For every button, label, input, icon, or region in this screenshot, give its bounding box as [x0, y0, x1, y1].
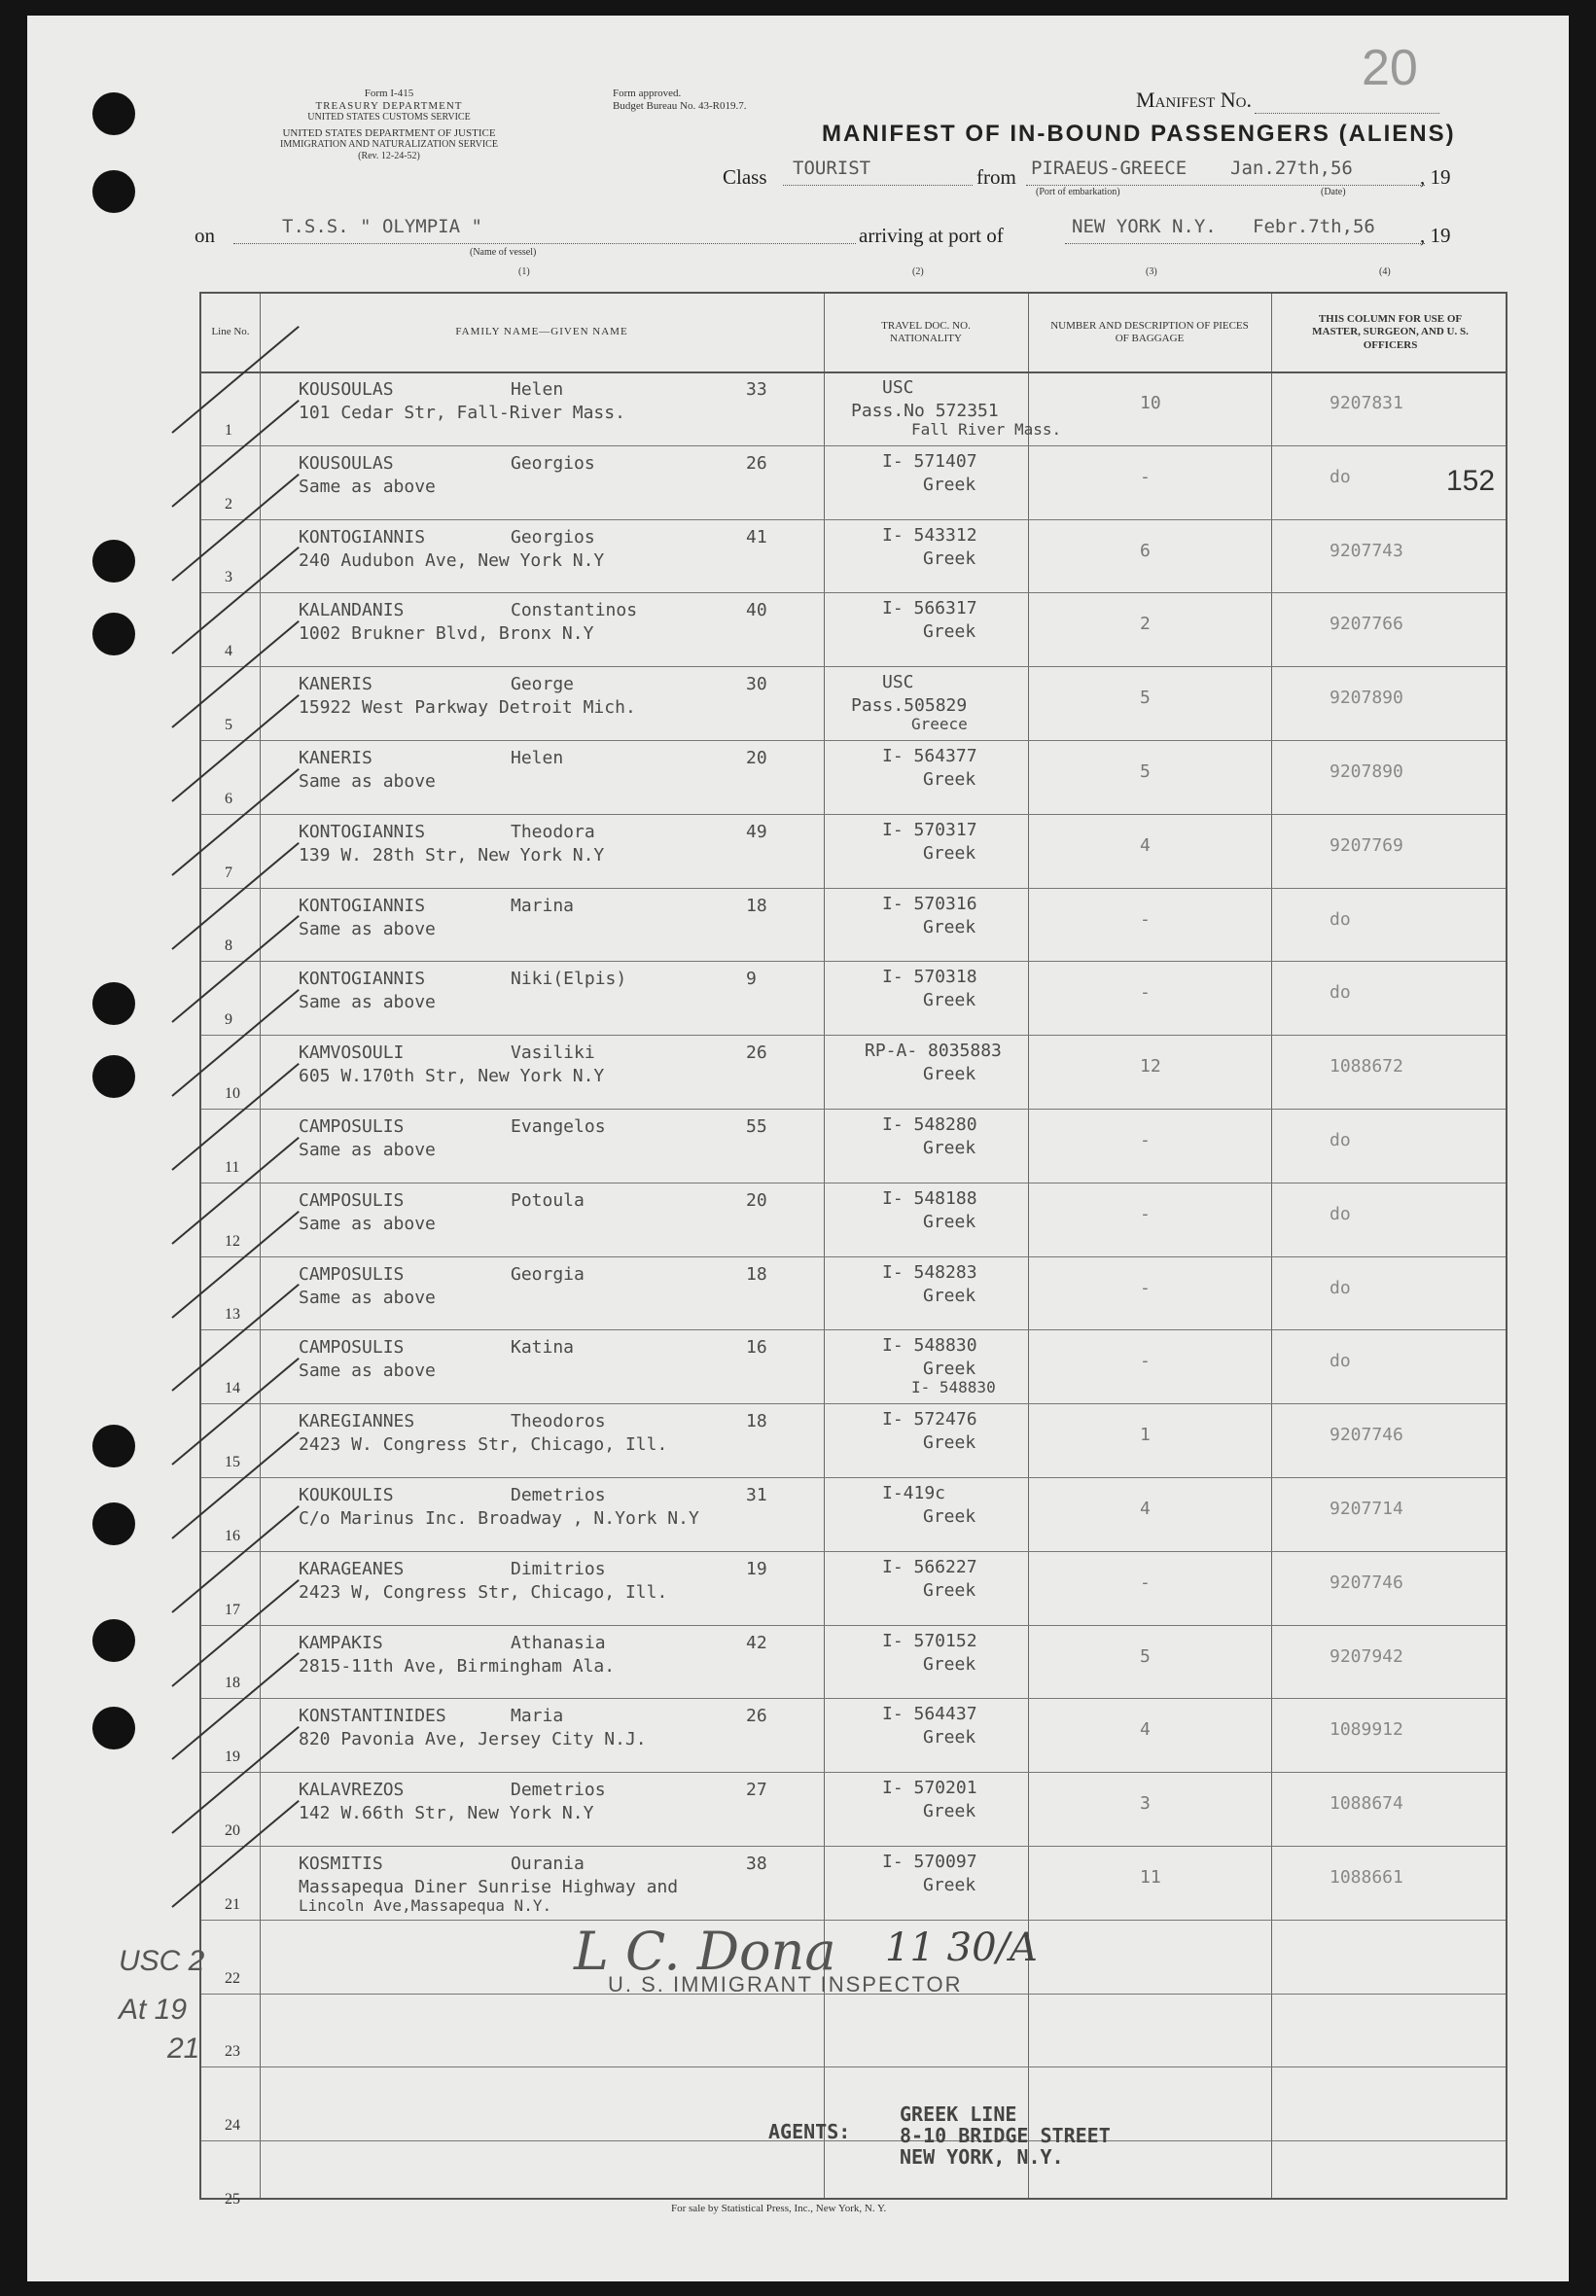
line-number: 4: [225, 643, 232, 660]
nationality: Greek: [923, 1875, 976, 1895]
binder-hole: [92, 540, 135, 583]
age: 55: [746, 1116, 767, 1137]
given-name: Katina: [511, 1337, 575, 1359]
header-officers: THIS COLUMN FOR USE OF MASTER, SURGEON, AND U. S. OFFICERS: [1312, 313, 1469, 351]
travel-doc: I- 570097: [882, 1852, 977, 1872]
officer-code: 9207714: [1330, 1499, 1403, 1519]
given-name: Evangelos: [511, 1116, 606, 1137]
inspection-time: 11 30/A: [885, 1925, 1038, 1970]
col-marker-3: (3): [1146, 266, 1157, 277]
given-name: Georgios: [511, 526, 595, 548]
header-travel-doc: TRAVEL DOC. NO. NATIONALITY: [881, 319, 971, 344]
line-number: 6: [225, 790, 232, 807]
family-name: KOSMITIS: [299, 1854, 383, 1874]
age: 27: [746, 1780, 767, 1801]
agents-line-2: 8-10 BRIDGE STREET: [900, 2124, 1111, 2147]
officer-code: 1088674: [1330, 1793, 1403, 1815]
customs-service: UNITED STATES CUSTOMS SERVICE: [307, 112, 471, 124]
binder-hole: [92, 92, 135, 135]
officer-code: 9207743: [1330, 540, 1403, 561]
officer-code: 1088661: [1330, 1867, 1403, 1888]
age: 18: [746, 1263, 767, 1285]
nationality: Greek: [923, 1579, 976, 1601]
row-divider: [201, 740, 1506, 741]
row-divider: [201, 1035, 1506, 1036]
travel-doc: RP-A- 8035883: [865, 1041, 1002, 1062]
nationality: Greek: [923, 842, 976, 864]
travel-doc: I- 572476: [882, 1409, 977, 1431]
address: 15922 West Parkway Detroit Mich.: [299, 697, 636, 719]
officer-code: 9207890: [1330, 688, 1403, 709]
baggage-count: -: [1140, 908, 1151, 930]
col-marker-2: (2): [912, 266, 924, 277]
arrival-date: Febr.7th,56: [1253, 216, 1375, 237]
nationality: Greek: [923, 1727, 976, 1748]
row-divider: [201, 1625, 1506, 1626]
approval-block: [613, 88, 746, 112]
baggage-count: 1: [1140, 1425, 1151, 1446]
given-name: Ourania: [511, 1854, 585, 1874]
baggage-count: -: [1140, 1203, 1151, 1224]
age: 9: [746, 969, 757, 990]
manifest-number: 20: [1362, 40, 1418, 96]
travel-doc: I-419c: [882, 1483, 946, 1503]
department: TREASURY DEPARTMENT: [315, 99, 463, 112]
family-name: KONTOGIANNIS: [299, 969, 426, 990]
agents-line-1: GREEK LINE: [900, 2102, 1017, 2126]
on-label: on: [195, 224, 215, 247]
family-name: KANERIS: [299, 748, 372, 768]
line-number: 13: [225, 1306, 240, 1324]
age: 16: [746, 1337, 767, 1359]
given-name: Theodora: [511, 821, 595, 842]
address: Same as above: [299, 476, 436, 497]
baggage-count: 3: [1140, 1793, 1151, 1815]
given-name: Demetrios: [511, 1485, 606, 1505]
given-name: Niki(Elpis): [511, 969, 627, 990]
row-divider: [201, 1256, 1506, 1257]
from-port: PIRAEUS-GREECE: [1031, 158, 1188, 179]
officer-code: 9207942: [1330, 1645, 1403, 1667]
line-number: 2: [225, 495, 232, 512]
arrival-port: NEW YORK N.Y.: [1072, 216, 1217, 237]
manifest-number-line: [1255, 113, 1439, 114]
given-name: Marina: [511, 895, 575, 916]
officer-code: do: [1330, 982, 1351, 1004]
family-name: KALANDANIS: [299, 600, 405, 621]
line-number: 8: [225, 937, 232, 955]
budget-bureau: Budget Bureau No. 43-R019.7.: [613, 99, 747, 112]
form-number: Form I-415: [364, 88, 414, 99]
family-name: KOUKOULIS: [299, 1485, 394, 1505]
travel-doc: I- 571407: [882, 450, 977, 472]
nationality: Greek: [923, 916, 976, 937]
line-number: 3: [225, 569, 232, 586]
baggage-count: 5: [1140, 761, 1151, 782]
nationality: Pass.505829: [851, 695, 968, 717]
line-number: 7: [225, 864, 232, 881]
travel-doc: I- 548283: [882, 1261, 977, 1283]
age: 33: [746, 379, 767, 400]
nationality: Pass.No 572351: [851, 401, 999, 421]
officer-code: 1089912: [1330, 1719, 1403, 1741]
address: 2815-11th Ave, Birmingham Ala.: [299, 1655, 616, 1677]
family-name: CAMPOSULIS: [299, 1116, 405, 1137]
vessel-line: [233, 243, 856, 244]
class-value: TOURIST: [793, 158, 871, 179]
nationality: Greek: [923, 548, 976, 569]
from-line: [1026, 185, 1425, 186]
officer-code: do: [1330, 466, 1351, 487]
vessel-caption: (Name of vessel): [470, 247, 537, 258]
travel-doc: I- 570318: [882, 967, 977, 988]
family-name: KOUSOULAS: [299, 379, 394, 400]
baggage-count: 5: [1140, 1645, 1151, 1667]
line-number: 11: [225, 1158, 240, 1176]
baggage-count: -: [1140, 1572, 1151, 1593]
family-name: KOUSOULAS: [299, 452, 394, 474]
given-name: George: [511, 674, 575, 695]
baggage-count: 2: [1140, 614, 1151, 635]
address: 605 W.170th Str, New York N.Y: [299, 1066, 605, 1087]
from-label: from: [976, 165, 1016, 189]
line-number: 10: [225, 1085, 240, 1102]
header-name: FAMILY NAME—GIVEN NAME: [455, 326, 628, 338]
travel-doc: I- 566317: [882, 598, 977, 619]
family-name: CAMPOSULIS: [299, 1337, 405, 1359]
line-number: 22: [225, 1969, 240, 1987]
year-1: , 19: [1420, 165, 1451, 189]
nationality: Greek: [923, 1506, 976, 1527]
binder-hole: [92, 1055, 135, 1098]
baggage-count: -: [1140, 1277, 1151, 1298]
baggage-count: 12: [1140, 1056, 1161, 1077]
officer-code: do: [1330, 1351, 1351, 1372]
line-number: 23: [225, 2043, 240, 2061]
row-divider: [201, 1551, 1506, 1552]
travel-doc: I- 564437: [882, 1704, 977, 1725]
family-name: CAMPOSULIS: [299, 1189, 405, 1211]
class-label: Class: [723, 165, 767, 189]
address: Same as above: [299, 771, 436, 792]
given-name: Helen: [511, 748, 564, 768]
manifest-label: Manifest No.: [1136, 88, 1252, 112]
address: 240 Audubon Ave, New York N.Y: [299, 549, 605, 571]
family-name: KALAVREZOS: [299, 1780, 405, 1801]
baggage-count: -: [1140, 1130, 1151, 1150]
family-name: KAREGIANNES: [299, 1411, 415, 1432]
address-line-2: Lincoln Ave,Massapequa N.Y.: [299, 1896, 552, 1915]
arriving-label: arriving at port of: [859, 224, 1004, 247]
header-agency-block: [195, 88, 584, 161]
binder-hole: [92, 1619, 135, 1662]
address: 820 Pavonia Ave, Jersey City N.J.: [299, 1729, 647, 1750]
baggage-count: -: [1140, 466, 1151, 487]
row-divider: [201, 1109, 1506, 1110]
baggage-count: 6: [1140, 540, 1151, 561]
line-number: 5: [225, 717, 232, 733]
address: 2423 W. Congress Str, Chicago, Ill.: [299, 1434, 668, 1456]
age: 18: [746, 1411, 767, 1432]
travel-doc: I- 543312: [882, 524, 977, 546]
date-caption: (Date): [1321, 187, 1346, 197]
margin-note-1: USC 2: [119, 1945, 205, 1977]
line-number: 9: [225, 1011, 232, 1029]
arrival-line: [1065, 243, 1425, 244]
margin-note-2: At 19: [119, 1994, 188, 2026]
vessel-name: T.S.S. " OLYMPIA ": [282, 216, 482, 237]
officer-code: do: [1330, 1277, 1351, 1298]
immigration-service: IMMIGRATION AND NATURALIZATION SERVICE: [280, 139, 498, 151]
line-number: 14: [225, 1380, 240, 1397]
address: Same as above: [299, 918, 436, 939]
age: 18: [746, 895, 767, 916]
age: 38: [746, 1854, 767, 1874]
binder-hole: [92, 1425, 135, 1467]
justice-department: UNITED STATES DEPARTMENT OF JUSTICE: [282, 126, 496, 139]
baggage-count: -: [1140, 982, 1151, 1004]
given-name: Georgios: [511, 452, 595, 474]
row-divider: [201, 961, 1506, 962]
binder-hole: [92, 170, 135, 213]
travel-doc: I- 548188: [882, 1187, 977, 1209]
given-name: Maria: [511, 1706, 564, 1727]
travel-doc: I- 570317: [882, 819, 977, 840]
officer-code: 9207746: [1330, 1425, 1403, 1446]
given-name: Vasiliki: [511, 1042, 595, 1064]
travel-doc: I- 564377: [882, 746, 977, 766]
row-divider: [201, 592, 1506, 593]
baggage-count: 5: [1140, 688, 1151, 709]
travel-doc: USC: [882, 377, 914, 398]
travel-doc-note: Greece: [911, 715, 968, 734]
form-approved: Form approved.: [613, 88, 682, 99]
given-name: Georgia: [511, 1263, 585, 1285]
nationality: Greek: [923, 474, 976, 495]
nationality: Greek: [923, 1211, 976, 1232]
nationality: Greek: [923, 769, 976, 790]
address: 139 W. 28th Str, New York N.Y: [299, 844, 605, 865]
manifest-title: MANIFEST OF IN-BOUND PASSENGERS (ALIENS): [822, 121, 1456, 147]
nationality: Greek: [923, 1801, 976, 1822]
line-number: 19: [225, 1748, 240, 1766]
row-divider: [201, 666, 1506, 667]
officer-code: do: [1330, 1203, 1351, 1224]
given-name: Demetrios: [511, 1780, 606, 1801]
given-name: Dimitrios: [511, 1558, 606, 1579]
line-number: 15: [225, 1454, 240, 1470]
family-name: KAMPAKIS: [299, 1632, 383, 1653]
travel-doc: I- 566227: [882, 1556, 977, 1577]
age: 49: [746, 821, 767, 842]
address: Same as above: [299, 1213, 436, 1234]
address: C/o Marinus Inc. Broadway , N.York N.Y: [299, 1508, 699, 1529]
officer-code: 9207746: [1330, 1572, 1403, 1593]
nationality: Greek: [923, 621, 976, 643]
baggage-count: 4: [1140, 1499, 1151, 1519]
address: 2423 W, Congress Str, Chicago, Ill.: [299, 1581, 668, 1603]
address: Same as above: [299, 1287, 436, 1308]
binder-hole: [92, 613, 135, 655]
binder-hole: [92, 982, 135, 1025]
address: 1002 Brukner Blvd, Bronx N.Y: [299, 623, 594, 645]
line-number: 17: [225, 1601, 240, 1618]
given-name: Theodoros: [511, 1411, 606, 1432]
nationality: Greek: [923, 1653, 976, 1675]
port-embarkation-caption: (Port of embarkation): [1036, 187, 1120, 197]
binder-hole: [92, 1707, 135, 1749]
baggage-count: -: [1140, 1351, 1151, 1372]
address: Same as above: [299, 1140, 436, 1160]
address: Massapequa Diner Sunrise Highway and: [299, 1877, 679, 1897]
row-divider: [201, 1477, 1506, 1478]
binder-hole: [92, 1502, 135, 1545]
inspector-title: U. S. IMMIGRANT INSPECTOR: [608, 1972, 963, 1996]
agents-line-3: NEW YORK, N.Y.: [900, 2145, 1064, 2169]
row-divider: [201, 2140, 1506, 2141]
line-number: 21: [225, 1895, 240, 1913]
family-name: KONTOGIANNIS: [299, 821, 426, 842]
nationality: Greek: [923, 1064, 976, 1085]
nationality: Greek: [923, 990, 976, 1011]
family-name: KAMVOSOULI: [299, 1042, 405, 1064]
header-baggage: NUMBER AND DESCRIPTION OF PIECES OF BAGGAGE: [1050, 319, 1249, 344]
family-name: KONTOGIANNIS: [299, 526, 426, 548]
family-name: KARAGEANES: [299, 1558, 405, 1579]
travel-doc-note: Fall River Mass.: [911, 420, 1062, 439]
row-divider: [201, 814, 1506, 815]
age: 30: [746, 674, 767, 695]
address: 142 W.66th Str, New York N.Y: [299, 1803, 594, 1824]
given-name: Potoula: [511, 1189, 585, 1211]
header-line-no: Line No.: [211, 326, 250, 338]
officer-code: 9207890: [1330, 761, 1403, 782]
col-marker-4: (4): [1379, 266, 1391, 277]
travel-doc-note: I- 548830: [911, 1378, 996, 1397]
line-number: 1: [225, 421, 232, 439]
age: 42: [746, 1632, 767, 1653]
travel-doc: I- 570201: [882, 1778, 977, 1799]
row-divider: [201, 1920, 1506, 1921]
col-marker-1: (1): [518, 266, 530, 277]
address: 101 Cedar Str, Fall-River Mass.: [299, 403, 625, 423]
travel-doc: I- 570316: [882, 893, 977, 914]
nationality: Greek: [923, 1359, 976, 1380]
row-divider: [201, 519, 1506, 520]
travel-doc: I- 548830: [882, 1335, 977, 1357]
age: 26: [746, 1042, 767, 1064]
address: Same as above: [299, 992, 436, 1013]
nationality: Greek: [923, 1432, 976, 1454]
officer-code: 9207831: [1330, 393, 1403, 413]
family-name: KONSTANTINIDES: [299, 1706, 446, 1727]
officer-code: 1088672: [1330, 1056, 1403, 1077]
nationality: Greek: [923, 1285, 976, 1306]
line-number: 12: [225, 1232, 240, 1250]
family-name: KONTOGIANNIS: [299, 895, 426, 916]
family-name: KANERIS: [299, 674, 372, 695]
passenger-table: [199, 292, 1507, 2208]
row-divider: [201, 1772, 1506, 1773]
printer-footer: For sale by Statistical Press, Inc., New York, N. Y.: [671, 2203, 887, 2214]
row-divider: [201, 888, 1506, 889]
line-number: 20: [225, 1822, 240, 1839]
travel-doc: USC: [882, 672, 914, 693]
line-number: 24: [225, 2117, 240, 2135]
row-divider: [201, 1846, 1506, 1847]
row-divider: [201, 445, 1506, 446]
from-date: Jan.27th,56: [1230, 158, 1353, 179]
age: 20: [746, 748, 767, 768]
address: Same as above: [299, 1360, 436, 1382]
row-divider: [201, 1403, 1506, 1404]
given-name: Helen: [511, 379, 564, 400]
age: 40: [746, 600, 767, 621]
page-number: 152: [1446, 465, 1496, 497]
inspector-signature: L C. Dona: [574, 1921, 836, 1982]
given-name: Constantinos: [511, 600, 638, 621]
row-divider: [201, 1698, 1506, 1699]
officer-code: 9207766: [1330, 614, 1403, 635]
age: 19: [746, 1558, 767, 1579]
year-2: , 19: [1420, 224, 1451, 247]
line-number: 25: [225, 2191, 240, 2208]
age: 20: [746, 1189, 767, 1211]
officer-code: 9207769: [1330, 834, 1403, 856]
line-number: 16: [225, 1527, 240, 1544]
revision: (Rev. 12-24-52): [358, 150, 420, 161]
officer-code: do: [1330, 908, 1351, 930]
age: 31: [746, 1485, 767, 1505]
baggage-count: 4: [1140, 1719, 1151, 1741]
line-number: 18: [225, 1675, 240, 1692]
row-divider: [201, 2066, 1506, 2067]
baggage-count: 11: [1140, 1867, 1161, 1888]
travel-doc: I- 548280: [882, 1114, 977, 1135]
margin-note-3: 21: [167, 2032, 200, 2065]
age: 26: [746, 1706, 767, 1727]
age: 41: [746, 526, 767, 548]
nationality: Greek: [923, 1138, 976, 1158]
class-line: [783, 185, 973, 186]
age: 26: [746, 452, 767, 474]
travel-doc: I- 570152: [882, 1630, 977, 1651]
officer-code: do: [1330, 1130, 1351, 1150]
baggage-count: 4: [1140, 834, 1151, 856]
baggage-count: 10: [1140, 393, 1161, 413]
family-name: CAMPOSULIS: [299, 1263, 405, 1285]
given-name: Athanasia: [511, 1632, 606, 1653]
agents-label: AGENTS:: [768, 2120, 851, 2143]
row-divider: [201, 1329, 1506, 1330]
